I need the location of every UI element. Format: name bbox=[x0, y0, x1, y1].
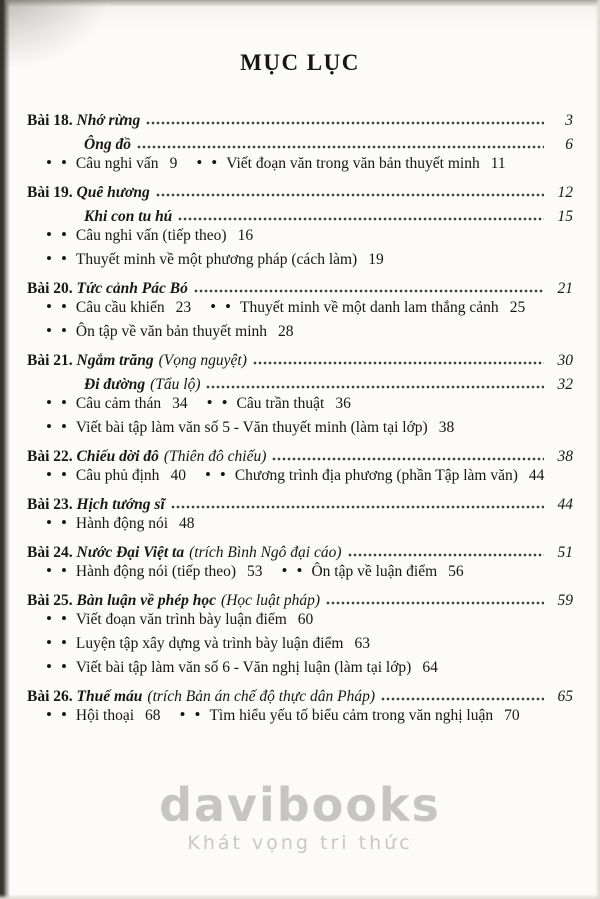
toc-entry-bullet bbox=[27, 298, 191, 322]
entry-text bbox=[61, 610, 287, 629]
entry-label: • Hành động nói bbox=[75, 515, 169, 532]
page-number: 60 bbox=[297, 611, 314, 628]
lesson-title: Quê hương bbox=[76, 184, 150, 201]
toc-entry-bullet bbox=[27, 514, 195, 538]
toc-entry-bullet bbox=[27, 466, 186, 490]
lesson-subtitle: (Tẩu lộ) bbox=[150, 376, 201, 393]
toc-entry-bullet bbox=[27, 394, 188, 418]
entry-text bbox=[27, 688, 375, 706]
toc-entry-bullet bbox=[27, 610, 313, 634]
page-number: 16 bbox=[237, 227, 254, 244]
page-number: 70 bbox=[504, 707, 520, 724]
lesson-number: Bài 21. bbox=[27, 352, 73, 369]
page-number: 44 bbox=[557, 496, 573, 513]
entry-text bbox=[61, 418, 428, 437]
entry-text bbox=[84, 208, 172, 226]
page-number: 3 bbox=[565, 112, 573, 129]
entry-text bbox=[211, 154, 479, 173]
bullet-icon bbox=[222, 394, 237, 413]
dot-leader bbox=[171, 504, 544, 510]
page-number: 12 bbox=[557, 184, 573, 201]
dot-leader bbox=[272, 456, 544, 462]
page-number: 44 bbox=[528, 467, 545, 484]
entry-text bbox=[61, 250, 357, 269]
bullet-icon bbox=[220, 466, 235, 485]
page-number: 56 bbox=[448, 563, 464, 580]
toc-entry-lesson bbox=[27, 586, 573, 610]
lesson-title: Nhớ rừng bbox=[76, 112, 141, 129]
page-number: 64 bbox=[422, 659, 438, 676]
dot-leader bbox=[206, 384, 544, 390]
entry-label: • Câu trần thuật bbox=[236, 395, 325, 412]
bullet-icon bbox=[61, 250, 76, 269]
bullet-icon bbox=[61, 514, 76, 533]
entry-text bbox=[61, 706, 134, 725]
entry-text bbox=[27, 184, 150, 202]
lesson-subtitle: (trích Bản án chế độ thực dân Pháp) bbox=[147, 688, 375, 705]
toc-entry-lesson bbox=[27, 490, 573, 514]
toc-entry-bullet bbox=[186, 466, 544, 490]
lesson-title: Chiếu dời đô bbox=[76, 448, 159, 465]
lesson-title: Ngắm trăng bbox=[76, 352, 154, 369]
lesson-number: Bài 19. bbox=[27, 184, 73, 201]
lesson-number: Bài 25. bbox=[27, 592, 73, 609]
entry-text bbox=[61, 466, 159, 485]
page-number: 34 bbox=[172, 395, 188, 412]
dot-leader bbox=[178, 216, 544, 222]
entry-text bbox=[222, 394, 325, 413]
lesson-title: Bàn luận về phép học bbox=[76, 592, 217, 609]
toc-entry-bullet bbox=[263, 562, 464, 586]
lesson-title: Tức cảnh Pác Bó bbox=[76, 280, 188, 297]
toc-entry-bullet bbox=[27, 706, 161, 730]
bullet-icon bbox=[61, 610, 76, 629]
entry-label: • Thuyết minh về một phương pháp (cách làm) bbox=[75, 251, 358, 268]
entry-text bbox=[27, 496, 165, 514]
bullet-icon bbox=[61, 322, 76, 341]
toc-entry-bullet bbox=[27, 658, 438, 682]
lesson-number: Bài 18. bbox=[27, 112, 73, 129]
entry-label: • Viết đoạn văn trình bày luận điểm bbox=[75, 611, 287, 628]
bullet-icon bbox=[61, 562, 76, 581]
toc-entry-reading bbox=[27, 202, 573, 226]
entry-text bbox=[61, 634, 343, 653]
bullet-icon bbox=[61, 634, 76, 653]
entry-label: • Viết đoạn văn trong văn bản thuyết minh bbox=[226, 155, 480, 172]
lesson-number: Bài 22. bbox=[27, 448, 73, 465]
page-number: 25 bbox=[509, 299, 526, 316]
entry-label: • Câu cầu khiến bbox=[75, 299, 165, 316]
toc-entry-bullet bbox=[27, 634, 370, 658]
toc-entry-lesson bbox=[27, 346, 573, 370]
page-number: 28 bbox=[278, 323, 294, 340]
toc-entry-bullet bbox=[27, 322, 294, 346]
dot-leader bbox=[194, 288, 544, 294]
toc-entry-bullet bbox=[27, 562, 263, 586]
photo-edge-bottom bbox=[0, 894, 600, 899]
bullet-icon bbox=[61, 226, 76, 245]
entry-text bbox=[27, 280, 188, 298]
entry-text bbox=[84, 376, 200, 394]
entry-text bbox=[61, 298, 165, 317]
page-number: 19 bbox=[368, 251, 384, 268]
entry-label: • Thuyết minh về một danh lam thắng cảnh bbox=[239, 299, 499, 316]
entry-text bbox=[84, 136, 131, 154]
bullet-icon bbox=[211, 154, 226, 173]
lesson-title: Khi con tu hú bbox=[84, 208, 173, 225]
page-title: MỤC LỤC bbox=[240, 50, 360, 75]
page-number: 21 bbox=[557, 280, 573, 297]
entry-text bbox=[61, 658, 411, 677]
entry-label: • Chương trình địa phương (phần Tập làm văn) bbox=[234, 467, 518, 484]
dot-leader bbox=[381, 696, 544, 702]
lesson-title: Thuế máu bbox=[76, 688, 143, 705]
entry-label: • Ôn tập về văn bản thuyết minh bbox=[75, 323, 268, 340]
lesson-title: Đi đường bbox=[84, 376, 146, 393]
page-number: 63 bbox=[354, 635, 370, 652]
bullet-icon bbox=[297, 562, 312, 581]
entry-text bbox=[61, 322, 267, 341]
entry-text bbox=[61, 154, 159, 173]
entry-text bbox=[27, 592, 320, 610]
page-number: 32 bbox=[557, 376, 573, 393]
entry-label: • Câu nghi vấn (tiếp theo) bbox=[75, 227, 227, 244]
toc-entry-lesson bbox=[27, 442, 573, 466]
toc-entry-lesson bbox=[27, 274, 573, 298]
entry-label: • Ôn tập về luận điểm bbox=[311, 563, 438, 580]
entry-text bbox=[194, 706, 493, 725]
entry-label: • Hành động nói (tiếp theo) bbox=[75, 563, 237, 580]
toc-entry-bullet bbox=[27, 250, 384, 274]
lesson-title: Hịch tướng sĩ bbox=[76, 496, 165, 513]
toc-list bbox=[27, 106, 573, 730]
page-number: 59 bbox=[557, 592, 573, 609]
bullet-icon bbox=[61, 298, 76, 317]
toc-entry-bullet bbox=[191, 298, 525, 322]
toc-entry-reading bbox=[27, 370, 573, 394]
entry-label: • Luyện tập xây dựng và trình bày luận điểm bbox=[75, 635, 344, 652]
entry-label: • Câu cảm thán bbox=[75, 395, 162, 412]
page-number: 15 bbox=[557, 208, 573, 225]
entry-text bbox=[61, 226, 227, 245]
bullet-icon bbox=[61, 706, 76, 725]
entry-label: • Viết bài tập làm văn số 5 - Văn thuyết minh (làm tại lớp) bbox=[75, 419, 428, 436]
entry-text bbox=[27, 544, 342, 562]
toc-entry-lesson bbox=[27, 538, 573, 562]
bullet-icon bbox=[61, 418, 76, 437]
toc-entry-bullet bbox=[27, 154, 177, 178]
page-number: 68 bbox=[145, 707, 161, 724]
bullet-icon bbox=[61, 658, 76, 677]
bullet-icon bbox=[61, 394, 76, 413]
entry-text bbox=[61, 562, 236, 581]
bullet-icon bbox=[225, 298, 240, 317]
lesson-number: Bài 23. bbox=[27, 496, 73, 513]
entry-text bbox=[297, 562, 438, 581]
toc-entry-bullet bbox=[27, 226, 253, 250]
watermark-brand: davibooks bbox=[159, 778, 441, 832]
page-number: 51 bbox=[557, 544, 573, 561]
entry-label: • Tìm hiểu yếu tố biểu cảm trong văn nghị luận bbox=[209, 707, 494, 724]
lesson-number: Bài 20. bbox=[27, 280, 73, 297]
bullet-icon bbox=[61, 154, 76, 173]
photo-edge-right bbox=[595, 0, 600, 899]
dot-leader bbox=[137, 144, 544, 150]
toc-entry-bullet bbox=[177, 154, 505, 178]
toc-entry-bullet bbox=[161, 706, 520, 730]
toc-entry-lesson bbox=[27, 178, 573, 202]
page-number: 53 bbox=[247, 563, 263, 580]
toc-entry-reading bbox=[27, 130, 573, 154]
page-number: 11 bbox=[490, 155, 506, 172]
entry-text bbox=[61, 514, 168, 533]
watermark bbox=[0, 780, 600, 854]
page-number: 38 bbox=[557, 448, 573, 465]
dot-leader bbox=[348, 552, 544, 558]
dot-leader bbox=[156, 192, 544, 198]
lesson-number: Bài 24. bbox=[27, 544, 73, 561]
lesson-title: Nước Đại Việt ta bbox=[76, 544, 185, 561]
dot-leader bbox=[326, 600, 544, 606]
entry-text bbox=[61, 394, 161, 413]
dot-leader bbox=[253, 360, 544, 366]
toc-entry-bullet bbox=[188, 394, 351, 418]
dot-leader bbox=[146, 120, 544, 126]
page-number: 9 bbox=[169, 155, 178, 172]
lesson-subtitle: (Vọng nguyệt) bbox=[158, 352, 247, 369]
lesson-title: Ông đồ bbox=[84, 136, 131, 153]
lesson-subtitle: (Thiên đô chiếu) bbox=[163, 448, 267, 465]
page-number: 36 bbox=[335, 395, 351, 412]
entry-text bbox=[27, 448, 266, 466]
watermark-tagline: Khát vọng tri thức bbox=[187, 831, 413, 854]
page-number: 38 bbox=[438, 419, 455, 436]
page-number: 30 bbox=[557, 352, 573, 369]
bullet-icon bbox=[194, 706, 209, 725]
entry-text bbox=[27, 352, 247, 370]
lesson-number: Bài 26. bbox=[27, 688, 73, 705]
toc-entry-bullet bbox=[27, 418, 454, 442]
toc-entry-lesson bbox=[27, 682, 573, 706]
entry-label: • Viết bài tập làm văn số 6 - Văn nghị luận (làm tại lớp) bbox=[75, 659, 412, 676]
entry-text bbox=[225, 298, 499, 317]
entry-text bbox=[220, 466, 518, 485]
entry-label: • Câu nghi vấn bbox=[75, 155, 159, 172]
bullet-icon bbox=[61, 466, 76, 485]
lesson-subtitle: (Học luật pháp) bbox=[221, 592, 321, 609]
entry-label: • Câu phủ định bbox=[75, 467, 160, 484]
lesson-subtitle: (trích Bình Ngô đại cáo) bbox=[189, 544, 342, 561]
toc-entry-lesson bbox=[27, 106, 573, 130]
page-number: 6 bbox=[565, 136, 573, 153]
page-number: 40 bbox=[170, 467, 186, 484]
page-number: 48 bbox=[179, 515, 195, 532]
entry-label: • Hội thoại bbox=[75, 707, 135, 724]
photo-edge-left bbox=[0, 0, 10, 899]
page-number: 23 bbox=[175, 299, 192, 316]
entry-text bbox=[27, 112, 140, 130]
page-number: 65 bbox=[557, 688, 573, 705]
